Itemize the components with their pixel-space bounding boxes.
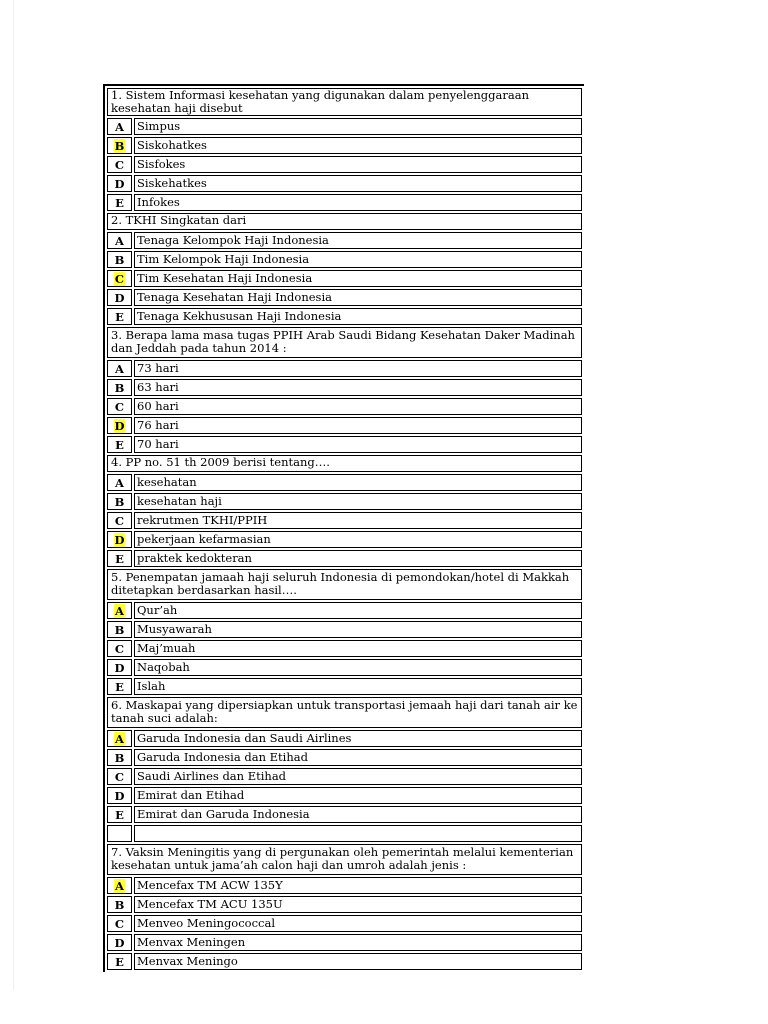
option-text: Naqobah bbox=[134, 659, 582, 676]
option-letter: E bbox=[107, 806, 132, 823]
option-row bbox=[107, 137, 584, 154]
option-letter-correct: A bbox=[107, 877, 132, 894]
option-row bbox=[107, 806, 584, 823]
option-row bbox=[107, 308, 584, 325]
option-text: Saudi Airlines dan Etihad bbox=[134, 768, 582, 785]
option-letter: C bbox=[107, 640, 132, 657]
option-text: rekrutmen TKHI/PPIH bbox=[134, 512, 582, 529]
option-letter: B bbox=[107, 621, 132, 638]
option-row bbox=[107, 360, 584, 377]
question-text: 3. Berapa lama masa tugas PPIH Arab Saudi Bidang Kesehatan Daker Madinah dan Jeddah pada tahun 2014 : bbox=[107, 327, 582, 358]
question-text: 1. Sistem Informasi kesehatan yang digunakan dalam penyelenggaraan kesehatan haji disebut bbox=[107, 88, 582, 116]
option-text: Menvax Meningen bbox=[134, 934, 582, 951]
option-letter: C bbox=[107, 398, 132, 415]
option-letter: D bbox=[107, 787, 132, 804]
option-row bbox=[107, 118, 584, 135]
option-letter: A bbox=[107, 360, 132, 377]
option-text: praktek kedokteran bbox=[134, 550, 582, 567]
option-row bbox=[107, 270, 584, 287]
option-letter: B bbox=[107, 749, 132, 766]
option-row bbox=[107, 531, 584, 548]
option-row bbox=[107, 512, 584, 529]
option-row bbox=[107, 749, 584, 766]
option-text: Garuda Indonesia dan Saudi Airlines bbox=[134, 730, 582, 747]
option-text: Menveo Meningococcal bbox=[134, 915, 582, 932]
option-letter-correct: A bbox=[107, 602, 132, 619]
option-row bbox=[107, 232, 584, 249]
option-row bbox=[107, 787, 584, 804]
option-text: 70 hari bbox=[134, 436, 582, 453]
option-letter-correct: C bbox=[107, 270, 132, 287]
option-text: Qur’ah bbox=[134, 602, 582, 619]
question-row bbox=[107, 455, 584, 472]
option-letter: B bbox=[107, 896, 132, 913]
option-text: Mencefax TM ACW 135Y bbox=[134, 877, 582, 894]
option-text: Maj’muah bbox=[134, 640, 582, 657]
option-row bbox=[107, 436, 584, 453]
option-row bbox=[107, 194, 584, 211]
question-text: 2. TKHI Singkatan dari bbox=[107, 213, 582, 230]
option-text: kesehatan haji bbox=[134, 493, 582, 510]
option-letter: E bbox=[107, 550, 132, 567]
option-row bbox=[107, 730, 584, 747]
option-letter: D bbox=[107, 934, 132, 951]
option-letter: D bbox=[107, 175, 132, 192]
option-text: Tenaga Kesehatan Haji Indonesia bbox=[134, 289, 582, 306]
option-letter: C bbox=[107, 768, 132, 785]
option-text: Emirat dan Etihad bbox=[134, 787, 582, 804]
question-row bbox=[107, 327, 584, 358]
option-letter: B bbox=[107, 493, 132, 510]
question-row bbox=[107, 844, 584, 875]
option-row bbox=[107, 550, 584, 567]
option-row bbox=[107, 474, 584, 491]
option-text: 76 hari bbox=[134, 417, 582, 434]
option-row bbox=[107, 915, 584, 932]
question-row bbox=[107, 88, 584, 116]
option-text: Mencefax TM ACU 135U bbox=[134, 896, 582, 913]
option-row bbox=[107, 953, 584, 970]
quiz-table bbox=[103, 84, 584, 972]
option-row bbox=[107, 156, 584, 173]
option-letter: E bbox=[107, 953, 132, 970]
question-row bbox=[107, 213, 584, 230]
option-text: Tenaga Kelompok Haji Indonesia bbox=[134, 232, 582, 249]
option-letter: E bbox=[107, 308, 132, 325]
option-text: Emirat dan Garuda Indonesia bbox=[134, 806, 582, 823]
option-letter: E bbox=[107, 436, 132, 453]
option-row bbox=[107, 621, 584, 638]
option-text: Menvax Meningo bbox=[134, 953, 582, 970]
option-letter-correct: B bbox=[107, 137, 132, 154]
option-row bbox=[107, 493, 584, 510]
option-text: Garuda Indonesia dan Etihad bbox=[134, 749, 582, 766]
option-row bbox=[107, 678, 584, 695]
page-edge-line bbox=[13, 0, 14, 990]
question-row bbox=[107, 569, 584, 600]
option-letter: B bbox=[107, 379, 132, 396]
option-row bbox=[107, 417, 584, 434]
option-text: Siskehatkes bbox=[134, 175, 582, 192]
option-letter: A bbox=[107, 474, 132, 491]
option-letter: B bbox=[107, 251, 132, 268]
option-text: Simpus bbox=[134, 118, 582, 135]
option-row bbox=[107, 896, 584, 913]
option-text: 60 hari bbox=[134, 398, 582, 415]
question-text: 7. Vaksin Meningitis yang di pergunakan oleh pemerintah melalui kementerian kesehatan untuk jama’ah calon haji dan umroh adalah jenis : bbox=[107, 844, 582, 875]
option-text: Infokes bbox=[134, 194, 582, 211]
option-row bbox=[107, 398, 584, 415]
question-row bbox=[107, 697, 584, 728]
option-text: 73 hari bbox=[134, 360, 582, 377]
option-row bbox=[107, 640, 584, 657]
option-row bbox=[107, 289, 584, 306]
option-row bbox=[107, 251, 584, 268]
option-letter: A bbox=[107, 232, 132, 249]
option-text: Musyawarah bbox=[134, 621, 582, 638]
option-letter-correct: A bbox=[107, 730, 132, 747]
question-text: 5. Penempatan jamaah haji seluruh Indonesia di pemondokan/hotel di Makkah ditetapkan berdasarkan hasil…. bbox=[107, 569, 582, 600]
option-row bbox=[107, 659, 584, 676]
blank-cell bbox=[134, 825, 582, 842]
blank-cell bbox=[107, 825, 132, 842]
option-text: kesehatan bbox=[134, 474, 582, 491]
option-text: 63 hari bbox=[134, 379, 582, 396]
option-letter: A bbox=[107, 118, 132, 135]
option-row bbox=[107, 379, 584, 396]
option-letter-correct: D bbox=[107, 417, 132, 434]
option-text: Siskohatkes bbox=[134, 137, 582, 154]
option-row bbox=[107, 934, 584, 951]
option-letter: D bbox=[107, 659, 132, 676]
option-letter: C bbox=[107, 156, 132, 173]
option-letter: E bbox=[107, 678, 132, 695]
option-text: Sisfokes bbox=[134, 156, 582, 173]
option-text: Islah bbox=[134, 678, 582, 695]
option-text: Tim Kesehatan Haji Indonesia bbox=[134, 270, 582, 287]
option-row bbox=[107, 877, 584, 894]
option-text: Tenaga Kekhususan Haji Indonesia bbox=[134, 308, 582, 325]
question-text: 4. PP no. 51 th 2009 berisi tentang…. bbox=[107, 455, 582, 472]
option-row bbox=[107, 768, 584, 785]
option-text: pekerjaan kefarmasian bbox=[134, 531, 582, 548]
option-row bbox=[107, 175, 584, 192]
option-letter-correct: D bbox=[107, 531, 132, 548]
question-text: 6. Maskapai yang dipersiapkan untuk transportasi jemaah haji dari tanah air ke tanah suci adalah: bbox=[107, 697, 582, 728]
option-letter: E bbox=[107, 194, 132, 211]
option-text: Tim Kelompok Haji Indonesia bbox=[134, 251, 582, 268]
option-letter: C bbox=[107, 512, 132, 529]
option-row bbox=[107, 602, 584, 619]
blank-row bbox=[107, 825, 584, 842]
option-letter: C bbox=[107, 915, 132, 932]
option-letter: D bbox=[107, 289, 132, 306]
